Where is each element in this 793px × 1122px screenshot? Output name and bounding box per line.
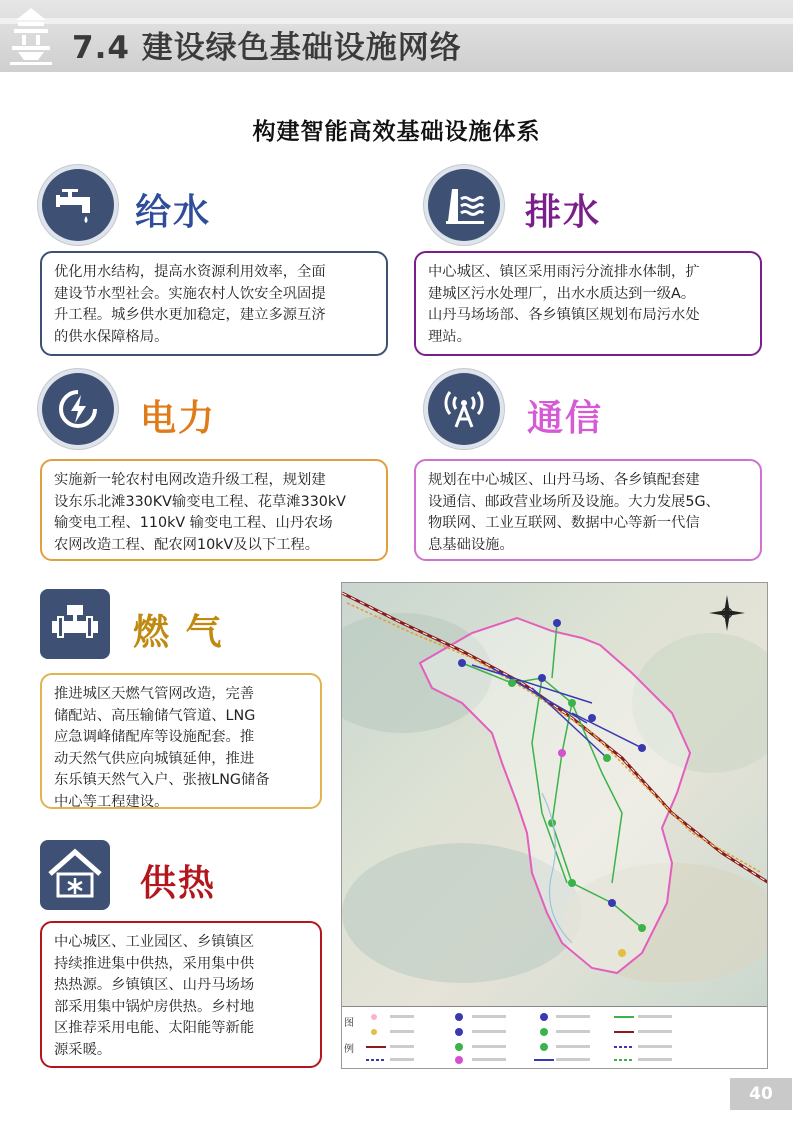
water-factory-icon xyxy=(428,169,500,241)
telecom-line-3: 物联网、工业互联网、数据中心等新一代信 xyxy=(428,515,700,531)
water-supply-line-1: 优化用水结构，提高水资源利用效率，全面 xyxy=(54,264,326,280)
gas-title: 燃 气 xyxy=(133,612,224,653)
map-canvas xyxy=(342,583,768,1008)
heating-line-2: 持续推进集中供热，采用集中供 xyxy=(54,955,255,972)
gas-line-5: 东乐镇天然气入户、张掖LNG储备 xyxy=(54,772,270,788)
logo-icon xyxy=(8,4,54,68)
gas-pipe-icon xyxy=(40,589,110,659)
power-line-1: 实施新一轮农村电网改造升级工程，规划建 xyxy=(54,472,326,488)
gas-box xyxy=(40,673,322,809)
map-legend xyxy=(342,1006,768,1068)
compass-icon xyxy=(707,593,747,633)
drainage-line-4: 理站。 xyxy=(428,328,471,345)
heating-title: 供热 xyxy=(140,863,217,904)
section-subtitle: 构建智能高效基础设施体系 xyxy=(252,119,541,145)
telecom-line-2: 设通信、邮政营业场所及设施。大力发展5G、 xyxy=(428,493,720,510)
infrastructure-map xyxy=(341,582,768,1069)
heating-line-5: 区推荐采用电能、太阳能等新能 xyxy=(54,1020,255,1036)
water-supply-line-4: 的供水保障格局。 xyxy=(54,328,169,345)
water-supply-line-2: 建设节水型社会。实施农村人饮安全巩固提 xyxy=(54,285,326,302)
telecom-line-4: 息基础设施。 xyxy=(428,536,514,553)
gas-line-4: 动天然气供应向城镇延伸，推进 xyxy=(54,750,255,767)
heating-line-4: 部采用集中锅炉房供热。乡村地 xyxy=(54,998,255,1015)
gas-line-1: 推进城区天燃气管网改造，完善 xyxy=(54,686,255,702)
power-line-4: 农网改造工程、配农网10kV及以下工程。 xyxy=(54,536,320,553)
drainage-line-2: 建城区污水处理厂，出水水质达到一级A。 xyxy=(428,285,696,302)
heating-line-3: 热热源。乡镇镇区、山丹马场场 xyxy=(54,977,255,993)
antenna-icon xyxy=(428,373,500,445)
lightning-icon xyxy=(42,373,114,445)
telecom-box xyxy=(414,459,762,561)
water-supply-box xyxy=(40,251,388,356)
drainage-line-1: 中心城区、镇区采用雨污分流排水体制，扩 xyxy=(428,264,700,280)
drainage-box xyxy=(414,251,762,356)
heating-box xyxy=(40,921,322,1068)
gas-line-6: 中心等工程建设。 xyxy=(54,793,169,810)
power-title: 电力 xyxy=(140,398,217,439)
gas-line-3: 应急调峰储配库等设施配套。推 xyxy=(54,729,255,745)
gas-line-2: 储配站、高压输储气管道、LNG xyxy=(54,707,256,724)
water-supply-title: 给水 xyxy=(135,192,212,233)
power-line-3: 输变电工程、110kV 输变电工程、山丹农场 xyxy=(54,515,333,531)
telecom-title: 通信 xyxy=(527,398,604,439)
heating-line-1: 中心城区、工业园区、乡镇镇区 xyxy=(54,934,255,950)
legend-symbols xyxy=(364,1007,764,1069)
drainage-title: 排水 xyxy=(525,192,602,233)
power-line-2: 设东乐北滩330KV输变电工程、花草滩330kV xyxy=(54,493,346,510)
heating-line-6: 源采暖。 xyxy=(54,1041,112,1058)
page-title: 7.4 建设绿色基础设施网络 xyxy=(72,30,462,66)
house-heating-icon xyxy=(40,840,110,910)
power-box xyxy=(40,459,388,561)
legend-title: 图例 xyxy=(344,1018,354,1055)
faucet-icon xyxy=(42,169,114,241)
water-supply-line-3: 升工程。城乡供水更加稳定，建立多源互济 xyxy=(54,307,326,323)
telecom-line-1: 规划在中心城区、山丹马场、各乡镇配套建 xyxy=(428,472,700,488)
drainage-line-3: 山丹马场场部、各乡镇镇区规划布局污水处 xyxy=(428,307,700,323)
page-number: 40 xyxy=(730,1078,792,1110)
